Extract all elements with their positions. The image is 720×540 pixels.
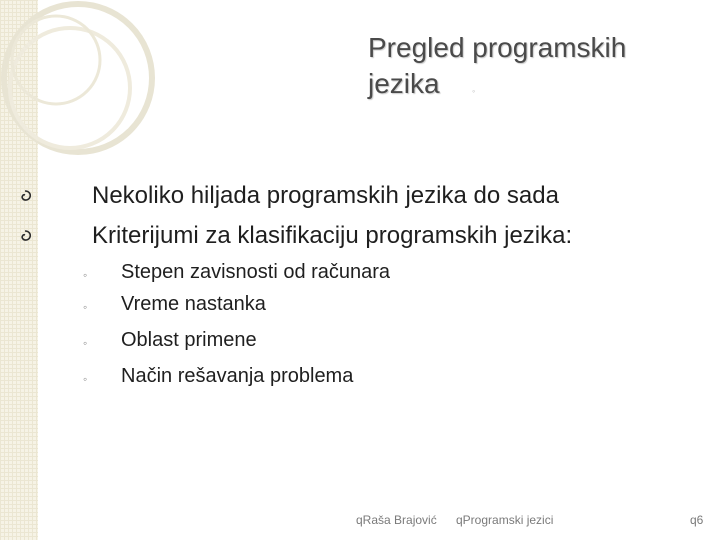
subbullet-text: Oblast primene <box>121 329 257 351</box>
bullet-text: Kriterijumi za klasifikaciju programskih jezika: <box>92 222 573 249</box>
subbullet-text: Način rešavanja problema <box>121 365 354 387</box>
subbullet-circle-icon: ◦ <box>83 336 88 350</box>
title-line-2: jezika <box>368 68 440 99</box>
decorative-circles <box>0 0 200 200</box>
subbullet-circle-icon: ◦ <box>83 268 88 282</box>
title-marker: ◦ <box>472 86 476 96</box>
footer-course: qProgramski jezici <box>456 513 554 527</box>
subbullet-circle-icon: ◦ <box>83 372 88 386</box>
bullet-swirl-icon <box>18 190 32 204</box>
subbullet-text: Vreme nastanka <box>121 293 266 315</box>
slide-title <box>368 30 626 102</box>
bullet-text: Nekoliko hiljada programskih jezika do sada <box>92 182 559 209</box>
subbullet-text: Stepen zavisnosti od računara <box>121 261 391 283</box>
subbullet-circle-icon: ◦ <box>83 300 88 314</box>
footer-page-number: q6 <box>690 513 704 527</box>
footer-author: qRaša Brajović <box>356 513 437 527</box>
bullet-swirl-icon <box>18 230 32 244</box>
title-line-1: Pregled programskih <box>368 32 627 63</box>
